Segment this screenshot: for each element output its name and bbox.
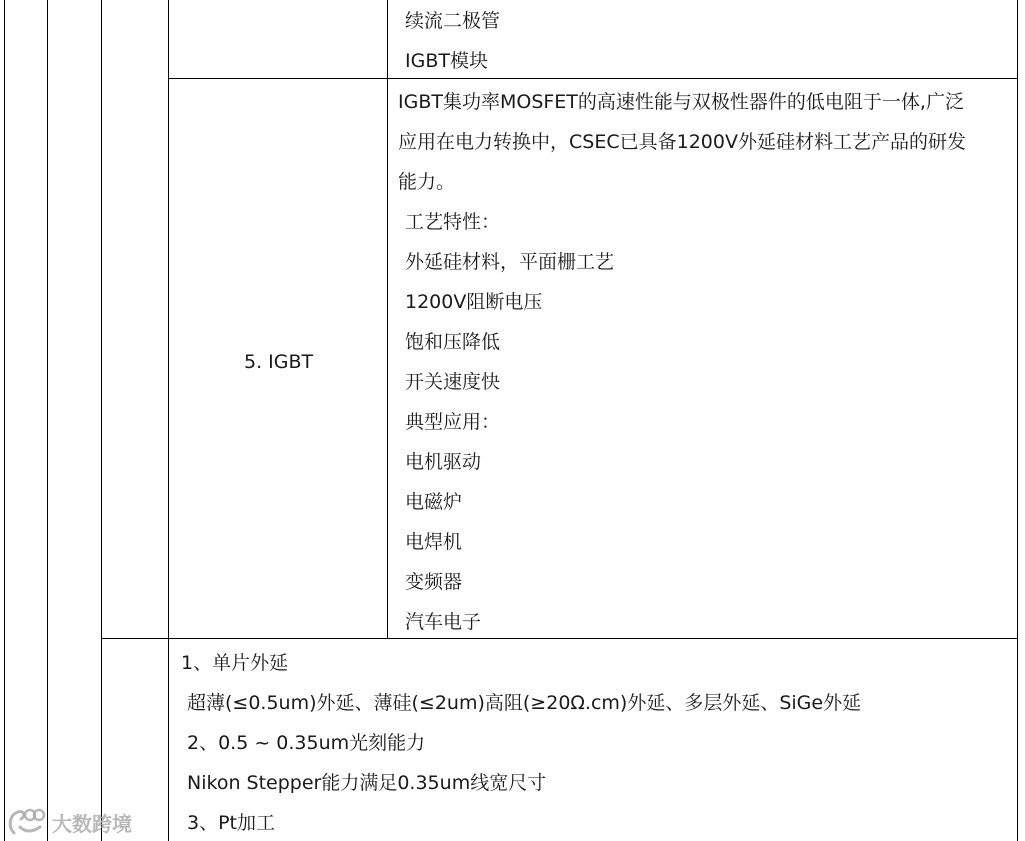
row-divider-igbt-top xyxy=(168,78,1018,79)
table-col-divider-2 xyxy=(101,0,102,841)
table-col-divider-1 xyxy=(47,0,48,841)
description-line: 应用在电力转换中，CSEC已具备1200V外延硅材料工艺产品的研发 xyxy=(398,131,966,153)
watermark-text: 大数跨境 xyxy=(52,811,132,836)
list-item: 外延硅材料，平面栅工艺 xyxy=(405,251,615,273)
list-item: 1、单片外延 xyxy=(181,652,289,674)
list-item: 开关速度快 xyxy=(405,371,501,393)
list-item: 电机驱动 xyxy=(405,451,482,473)
list-item: 电焊机 xyxy=(405,531,463,553)
table-col-divider-4 xyxy=(387,0,388,639)
table-col-divider-3 xyxy=(168,0,169,841)
list-item: 汽车电子 xyxy=(405,611,482,633)
list-item: 饱和压降低 xyxy=(405,331,501,353)
list-item: 3、Pt加工 xyxy=(187,812,275,834)
description-line: IGBT集功率MOSFET的高速性能与双极性器件的低电阻于一体,广泛 xyxy=(398,91,964,113)
list-item: 1200V阻断电压 xyxy=(405,291,543,313)
description-line: 能力。 xyxy=(398,171,456,193)
row-divider-igbt-bottom xyxy=(101,638,1018,639)
applications-title: 典型应用： xyxy=(405,411,501,433)
list-item: 超薄(≤0.5um)外延、薄硅(≤2um)高阻(≥20Ω.cm)外延、多层外延、SiGe外延 xyxy=(187,692,862,714)
row-label-igbt: 5. IGBT xyxy=(244,351,314,373)
features-title: 工艺特性： xyxy=(405,211,501,233)
table-border-right xyxy=(1017,0,1018,841)
watermark xyxy=(6,806,132,838)
list-item: 续流二极管 xyxy=(405,10,501,32)
list-item: 2、0.5 ~ 0.35um光刻能力 xyxy=(187,732,426,754)
table-border-left xyxy=(4,0,5,841)
list-item: Nikon Stepper能力满足0.35um线宽尺寸 xyxy=(187,772,547,794)
list-item: 电磁炉 xyxy=(405,491,463,513)
list-item: IGBT模块 xyxy=(405,50,488,72)
brand-logo-icon xyxy=(6,807,46,837)
list-item: 变频器 xyxy=(405,571,463,593)
